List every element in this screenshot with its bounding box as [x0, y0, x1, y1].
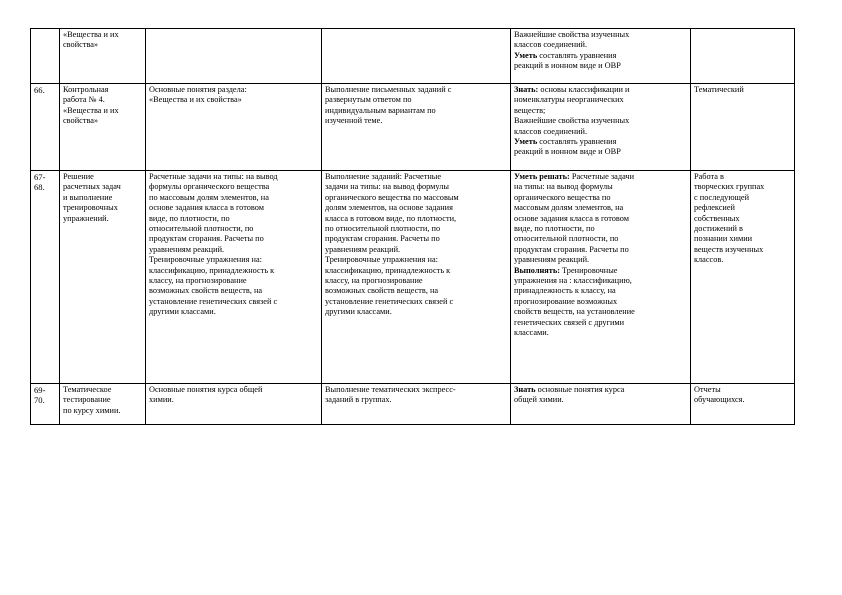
requirement-line	[514, 61, 687, 71]
cell-text-line: «Вещества и их свойства»	[149, 95, 242, 105]
cell-text-line: формулы органического вещества	[149, 182, 270, 192]
cell-activity	[322, 384, 511, 425]
cell-text-line: свойства»	[63, 40, 99, 50]
cell-text-line: индивидуальным вариантам по	[325, 105, 436, 115]
cell-text-line: продуктам сгорания. Расчеты по	[325, 234, 440, 244]
cell-text-line: по относительной плотности, по	[325, 224, 441, 234]
cell-text-line: достижений в	[694, 224, 743, 234]
requirement-line	[514, 30, 687, 40]
requirement-line	[514, 172, 687, 182]
requirement-text: классов соединений.	[514, 40, 588, 50]
requirement-line	[514, 328, 687, 338]
requirement-line	[514, 245, 687, 255]
cell-control-form	[691, 384, 795, 425]
cell-requirements	[511, 29, 691, 84]
cell-content	[146, 84, 322, 171]
cell-text-line: «Вещества и их	[63, 30, 119, 39]
cell-text-line: веществ изученных	[694, 244, 764, 254]
requirement-line	[514, 385, 687, 395]
cell-text-line: классов.	[694, 255, 724, 265]
cell-lesson-topic	[60, 29, 146, 84]
cell-text-line: установление генетических связей с	[149, 296, 278, 306]
cell-content	[146, 171, 322, 384]
cell-text-line: Выполнение письменных заданий с	[325, 85, 452, 94]
requirement-text: реакций в ионном виде и ОВР	[514, 61, 621, 71]
requirement-text: Расчетные задачи	[569, 172, 635, 181]
requirement-text: веществ;	[514, 105, 546, 115]
cell-text-line: и выполнение	[63, 192, 113, 202]
requirement-text: общей химии.	[514, 395, 564, 405]
cell-text-line: творческих группах	[694, 182, 765, 192]
cell-text-line: основе задания класса в готовом	[149, 203, 264, 213]
cell-text-line: продуктам сгорания. Расчеты по	[149, 234, 264, 244]
requirement-line	[514, 286, 687, 296]
cell-content	[146, 29, 322, 84]
requirement-line	[514, 234, 687, 244]
requirement-line	[514, 147, 687, 157]
requirement-text: Важнейшие свойства изученных	[514, 30, 630, 39]
requirement-text: генетических связей с другими	[514, 317, 625, 327]
cell-lesson-number	[31, 384, 60, 425]
requirement-text: основные понятия курса	[535, 385, 625, 394]
cell-text-line: Тренировочные упражнения на:	[325, 255, 438, 265]
cell-text-line: развернутым ответом по	[325, 95, 412, 105]
cell-text-line: обучающихся.	[694, 395, 745, 405]
cell-activity	[322, 84, 511, 171]
requirement-line	[514, 395, 687, 405]
requirement-text: относительной плотности, по	[514, 234, 619, 244]
table-row	[31, 171, 795, 384]
cell-requirements	[511, 84, 691, 171]
cell-text-line: Тематическое	[63, 385, 112, 394]
cell-text-line: Работа в	[694, 172, 724, 181]
cell-text-line: заданий в группах.	[325, 395, 392, 405]
cell-text-line: другими классами.	[325, 307, 392, 317]
requirement-text: упражнения на : классификацию,	[514, 276, 632, 286]
requirement-line	[514, 307, 687, 317]
cell-text-line: другими классами.	[149, 307, 216, 317]
lesson-number-text: 69-	[34, 385, 46, 395]
cell-content	[146, 384, 322, 425]
requirement-keyword: Уметь	[514, 137, 538, 147]
lesson-plan-table	[30, 28, 795, 425]
cell-text-line: долям элементов, на основе задания	[325, 203, 453, 213]
table-row	[31, 29, 795, 84]
cell-control-form	[691, 84, 795, 171]
cell-text-line: уравнениям реакций.	[325, 244, 401, 254]
requirement-text: свойств веществ, на установление	[514, 307, 635, 317]
cell-text-line: виде, по плотности, по	[149, 213, 230, 223]
requirement-text: массовым долям элементов, на	[514, 203, 624, 213]
requirement-text: Важнейшие свойства изученных	[514, 116, 630, 126]
cell-activity	[322, 171, 511, 384]
cell-text-line: Основные понятия раздела:	[149, 85, 247, 94]
cell-control-form	[691, 29, 795, 84]
requirement-text: Тренировочные	[559, 265, 618, 275]
requirement-line	[514, 182, 687, 192]
cell-text-line: Тематический	[694, 85, 744, 94]
requirement-text: составлять уравнения	[537, 50, 617, 60]
requirement-line	[514, 116, 687, 126]
requirement-line	[514, 276, 687, 286]
requirement-line	[514, 51, 687, 61]
requirement-line	[514, 106, 687, 116]
requirement-text: прогнозирование возможных	[514, 296, 618, 306]
requirement-line	[514, 266, 687, 276]
lesson-number-text: 66.	[34, 85, 45, 95]
cell-lesson-topic	[60, 171, 146, 384]
lesson-number-text: 70.	[34, 395, 45, 406]
cell-text-line: относительной плотности, по	[149, 224, 254, 234]
requirement-keyword: Знать	[514, 385, 536, 394]
cell-text-line: класса в готовом виде, по плотности,	[325, 213, 457, 223]
cell-text-line: уравнениям реакций.	[149, 244, 225, 254]
requirement-line	[514, 40, 687, 50]
cell-text-line: возможных свойств веществ, на	[325, 286, 439, 296]
cell-lesson-number	[31, 84, 60, 171]
requirement-keyword: Уметь решать:	[514, 172, 570, 181]
requirement-line	[514, 224, 687, 234]
cell-requirements	[511, 171, 691, 384]
requirement-text: продуктам сгорания. Расчеты по	[514, 244, 629, 254]
requirement-text: составлять уравнения	[537, 137, 617, 147]
requirement-text: номенклатуры неорганических	[514, 95, 624, 105]
requirement-text: принадлежность к классу, на	[514, 286, 616, 296]
cell-text-line: упражнений.	[63, 213, 109, 223]
requirement-line	[514, 95, 687, 105]
requirement-line	[514, 127, 687, 137]
cell-text-line: задачи на типы: на вывод формулы	[325, 182, 449, 192]
requirement-line	[514, 255, 687, 265]
cell-text-line: классификацию, принадлежность к	[325, 265, 451, 275]
cell-text-line: работа № 4.	[63, 95, 105, 105]
cell-text-line: рефлексией	[694, 203, 735, 213]
requirement-keyword: Уметь	[514, 50, 538, 60]
cell-text-line: химии.	[149, 395, 174, 405]
cell-text-line: классу, на прогнозирование	[149, 276, 247, 286]
requirement-line	[514, 193, 687, 203]
requirement-text: реакций в ионном виде и ОВР	[514, 147, 621, 157]
requirement-text: органического вещества по	[514, 192, 611, 202]
cell-text-line: Тренировочные упражнения на:	[149, 255, 262, 265]
cell-text-line: расчетных задач	[63, 182, 121, 192]
requirement-line	[514, 85, 687, 95]
cell-text-line: познании химии	[694, 234, 753, 244]
cell-control-form	[691, 171, 795, 384]
cell-lesson-topic	[60, 384, 146, 425]
requirement-keyword: Выполнять:	[514, 265, 560, 275]
lesson-number-text: 68.	[34, 182, 45, 193]
cell-text-line: классу, на прогнозирование	[325, 276, 423, 286]
table-row	[31, 84, 795, 171]
cell-text-line: органического вещества по массовым	[325, 192, 459, 202]
cell-activity	[322, 29, 511, 84]
cell-text-line: классификацию, принадлежность к	[149, 265, 275, 275]
cell-text-line: Выполнение заданий: Расчетные	[325, 172, 442, 181]
cell-text-line: изученной теме.	[325, 116, 383, 126]
cell-text-line: Решение	[63, 172, 94, 181]
requirement-text: уравнениям реакций.	[514, 255, 590, 265]
requirement-line	[514, 137, 687, 147]
cell-lesson-topic	[60, 84, 146, 171]
cell-text-line: по массовым долям элементов, на	[149, 192, 269, 202]
cell-text-line: тренировочных	[63, 203, 118, 213]
cell-text-line: тестирование	[63, 395, 111, 405]
requirement-text: классов соединений.	[514, 126, 588, 136]
requirement-text: основе задания класса в готовом	[514, 213, 629, 223]
requirement-line	[514, 214, 687, 224]
lesson-number-text: 67-	[34, 172, 46, 182]
cell-text-line: установление генетических связей с	[325, 296, 454, 306]
cell-requirements	[511, 384, 691, 425]
requirement-line	[514, 297, 687, 307]
table-row	[31, 384, 795, 425]
requirement-keyword: Знать:	[514, 85, 539, 94]
requirement-line	[514, 318, 687, 328]
cell-lesson-number	[31, 171, 60, 384]
requirement-line	[514, 203, 687, 213]
requirement-text: на типы: на вывод формулы	[514, 182, 613, 192]
cell-text-line: Основные понятия курса общей	[149, 385, 263, 394]
requirement-text: классами.	[514, 328, 549, 338]
cell-lesson-number	[31, 29, 60, 84]
cell-text-line: «Вещества и их	[63, 105, 119, 115]
requirement-text: виде, по плотности, по	[514, 224, 595, 234]
cell-text-line: собственных	[694, 213, 740, 223]
cell-text-line: Расчетные задачи на типы: на вывод	[149, 172, 278, 181]
cell-text-line: Выполнение тематических экспресс-	[325, 385, 456, 394]
cell-text-line: возможных свойств веществ, на	[149, 286, 263, 296]
cell-text-line: с последующей	[694, 192, 750, 202]
cell-text-line: по курсу химии.	[63, 405, 121, 415]
cell-text-line: Контрольная	[63, 85, 109, 94]
cell-text-line: свойства»	[63, 116, 99, 126]
cell-text-line: Отчеты	[694, 385, 721, 394]
requirement-text: основы классификации и	[538, 85, 630, 94]
